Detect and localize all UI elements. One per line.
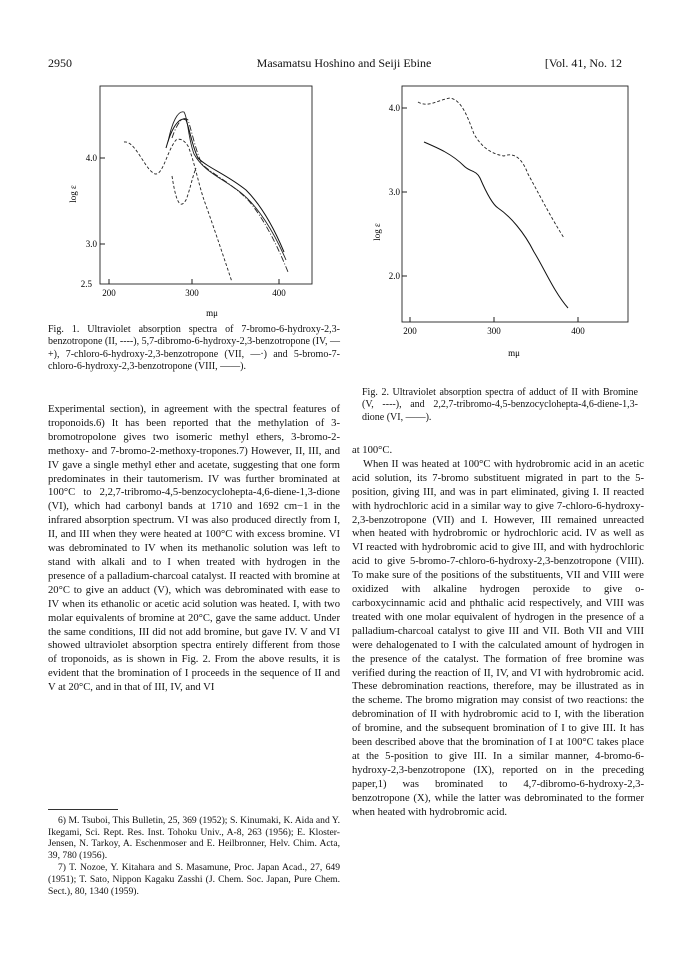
right-column-text bbox=[352, 444, 644, 819]
footnote-7: 7) T. Nozoe, Y. Kitahara and S. Masamune, Proc. Japan Acad., 27, 649 (1951); T. Sato, Nippon Kagaku Zasshi (J. Chem. Soc. Japan, Pure Chem. Sect.), 80, 1340 (1959). bbox=[48, 862, 340, 897]
x-tick-label: 200 bbox=[102, 288, 116, 298]
x-axis-label: mμ bbox=[508, 348, 520, 358]
page-number: 2950 bbox=[48, 56, 72, 70]
figure-2 bbox=[358, 82, 642, 382]
x-tick-label: 300 bbox=[185, 288, 199, 298]
y-tick-label: 3.0 bbox=[388, 187, 400, 197]
footnotes bbox=[48, 815, 340, 898]
curve-VII-dashdot bbox=[172, 119, 288, 272]
footnote-6: 6) M. Tsuboi, This Bulletin, 25, 369 (1952); S. Kinumaki, K. Aida and Y. Ikegami, Sci. Rept. Res. Inst. Tohoku Univ., A-8, 263 (1956); E. Kloster-Jensen, N. Tarkoy, A. Eschenmoser and E. Heilbronner, Helv. Chim. Acta, 39, 780 (1956). bbox=[48, 815, 340, 861]
figure-2-frame bbox=[402, 86, 628, 322]
footnote-rule bbox=[48, 809, 118, 810]
y-tick-label: 3.0 bbox=[85, 239, 97, 249]
curve-VI-solid bbox=[424, 142, 568, 308]
right-paragraph-continuation: at 100°C. bbox=[352, 445, 393, 456]
y-tick-label: 4.0 bbox=[85, 153, 97, 163]
y-tick-label: 2.5 bbox=[80, 279, 92, 289]
figure-1 bbox=[62, 82, 328, 322]
x-axis-label: mμ bbox=[206, 308, 218, 318]
y-tick-label: 4.0 bbox=[388, 103, 400, 113]
left-paragraph: Experimental section), in agreement with the spectral features of troponoids.6) It has been reported that the methylation of 3-bromotropolone gives two isomeric methyl ethers, 3-bromo-2-methoxy- and 7-bromo-2-methoxy-tropones.7) However, II, III, and IV gave a single methyl ether and acetate, suggesting that one form predominates in their tautomerism. IV was further brominated at 100°C to 2,2,7-tribromo-4,5-benzocyclohepta-4,6-diene-1,3-dione (VI), which had carbonyl bands at 1710 and 1692 cm−1 in the infrared absorption spectrum. VI was also produced directly from I, II, and III when they were heated at 100°C with excess bromine. VI was debrominated to IV when its methanolic solution was left to stand with alkali and to I when treated with hydrogen in the presence of a palladium-charcoal catalyst. II reacted with bromine at 20°C to give an adduct (V), which was debrominated with ease to IV when its ethanolic or acetic acid solution was heated. I, with two molar equivalents of bromine at 20°C, gave the same adduct. Under the same conditions, III did not add bromine, but gave IV. V and VI showed ultraviolet absorption spectra entirely different from those of troponoids, as is shown in Fig. 2. From the above results, it is evident that the bromination of I proceeds in the sequence of II and V at 20°C, and in that of III, IV, and VI bbox=[48, 404, 340, 694]
figure-1-caption: Fig. 1. Ultraviolet absorption spectra of 7-bromo-6-hydroxy-2,3-benzotropone (II, ----), 5,7-dibromo-6-hydroxy-2,3-benzotropone (IV, —+), 7-chloro-6-hydroxy-2,3-benzotropone (VII, —·) and 5-bromo-7-chloro-6-hydroxy-2,3-benzotropone (VIII, ——). bbox=[48, 324, 340, 372]
volume-issue: [Vol. 41, No. 12 bbox=[544, 56, 622, 70]
figure-1-plot bbox=[62, 82, 328, 322]
x-tick-label: 200 bbox=[403, 326, 417, 336]
x-tick-label: 400 bbox=[272, 288, 286, 298]
x-tick-label: 400 bbox=[571, 326, 585, 336]
running-authors: Masamatsu Hoshino and Seiji Ebine bbox=[256, 56, 432, 70]
curve-IV-plus bbox=[168, 112, 286, 260]
left-column-text bbox=[48, 403, 340, 695]
y-axis-label: log ε bbox=[68, 185, 78, 203]
figure-2-plot bbox=[358, 82, 642, 382]
curve-V-dashed bbox=[418, 98, 564, 238]
curve-extra bbox=[172, 168, 196, 204]
x-tick-label: 300 bbox=[487, 326, 501, 336]
y-tick-label: 2.0 bbox=[388, 271, 400, 281]
y-axis-label: log ε bbox=[372, 223, 382, 241]
right-paragraph: When II was heated at 100°C with hydrobromic acid in an acetic acid solution, its 7-bromo substituent migrated in part to the 5-position, giving III, and was in part eliminated, giving I. II reacted with hydrochloric acid in a similar way to give 7-chloro-6-hydroxy-2,3-benzotropone (VII) and I. However, III remained unreacted when heated with hydrobromic or hydrochloric acid. IV as well as VI reacted with hydrobromic acid to give III, and with hydrochloric acid to give 5-bromo-7-chloro-6-hydroxy-2,3-benzotropone (VIII). To make sure of the positions of the substituents, VII and VIII were oxidized with alkaline hydrogen peroxide to give o-carboxycinnamic acid and phthalic acid respectively, and VIII was treated with one molar equivalent of hydrogen in the presence of a palladium-charcoal catalyst to give III and VII. Both VII and VIII were dehalogenated to I with the calculated amount of hydrogen in the presence of the catalyst. The formation of free bromine was verified during the reaction of II, IV, and VI with hydrobromic acid. These debromination reactions, therefore, may be illustrated as in the scheme. The bromo migration may consist of two reactions: the debromination of II with hydrobromic acid to I, with the liberation of bromine, and the subsequent bromination of I to give III. It has been described above that the bromination of I at 100°C takes place at the 5-position to give III. In a similar manner, 4-bromo-6-hydroxy-2,3-benzotropone (IX), reported on in the preceding paper,1) was brominated to 4,7-dibromo-6-hydroxy-2,3-benzotropone (X), while the latter was debrominated to the former when heated with hydrobromic acid. bbox=[352, 458, 644, 818]
figure-2-caption: Fig. 2. Ultraviolet absorption spectra of adduct of II with Bromine (V, ----), and 2,2,7-tribromo-4,5-benzocyclohepta-4,6-diene-1,3-dione (VI, ——). bbox=[362, 387, 638, 423]
curve-VIII-solid bbox=[166, 119, 284, 252]
curve-II-dashed bbox=[124, 139, 232, 282]
